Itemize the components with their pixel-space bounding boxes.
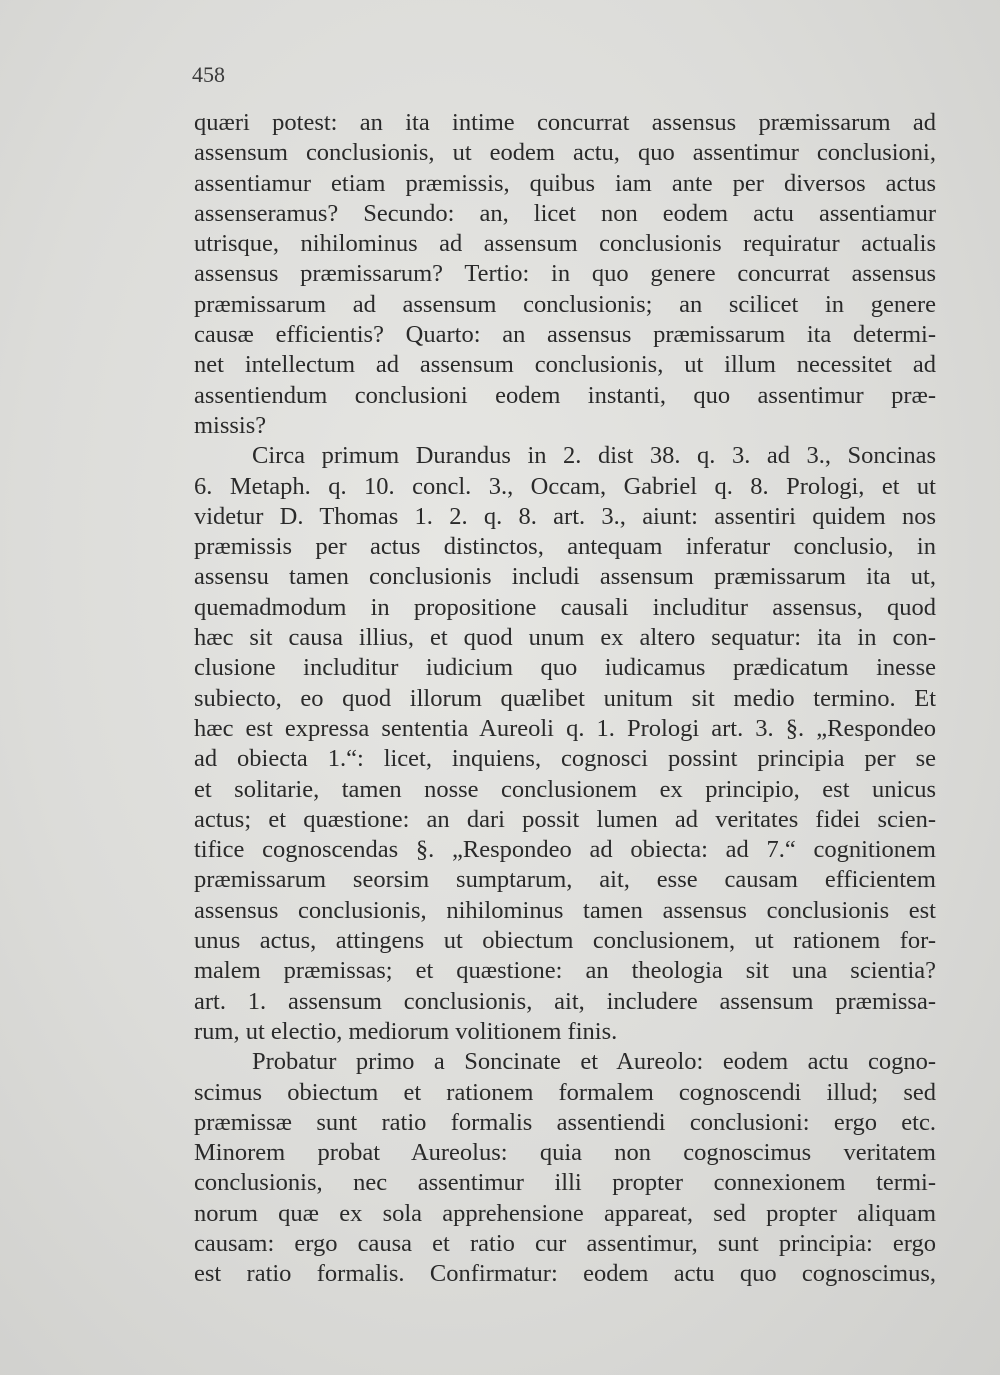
text-line: art. 1. assensum conclusionis, ait, includere assensum præmissa- (194, 987, 936, 1015)
text-line: rum, ut electio, mediorum volitionem finis. (194, 1017, 618, 1045)
text-line: unus actus, attingens ut obiectum conclusionem, ut rationem for- (194, 927, 936, 955)
text-line: ad obiecta 1.“: licet, inquiens, cognosci possint principia per se (194, 745, 936, 773)
text-line: quæri potest: an ita intime concurrat assensus præmissarum ad (194, 109, 936, 136)
text-line: videtur D. Thomas 1. 2. q. 8. art. 3., aiunt: assentiri quidem nos (194, 502, 936, 530)
text-line: assensum conclusionis, ut eodem actu, quo assentimur conclusioni, (194, 139, 936, 167)
text-line: 6. Metaph. q. 10. concl. 3., Occam, Gabriel q. 8. Prologi, et ut (194, 472, 936, 500)
text-line: assentiamur etiam præmissis, quibus iam ante per diversos actus (194, 169, 936, 197)
text-line: assenseramus? Secundo: an, licet non eodem actu assentiamur (194, 199, 936, 227)
text-line: assensu tamen conclusionis includi assensum præmissarum ita ut, (194, 563, 936, 591)
text-line: præmissarum ad assensum conclusionis; an scilicet in genere (194, 290, 936, 318)
body-text (194, 108, 936, 1290)
text-line: Minorem probat Aureolus: quia non cognoscimus veritatem (194, 1139, 936, 1167)
text-line: hæc est expressa sententia Aureoli q. 1. Prologi art. 3. §. „Respondeo (194, 714, 936, 742)
text-line: quemadmodum in propositione causali includitur assensus, quod (194, 593, 936, 621)
text-line: assensus præmissarum? Tertio: in quo genere concurrat assensus (194, 260, 936, 288)
text-line: hæc sit causa illius, et quod unum ex altero sequatur: ita in con- (194, 624, 936, 652)
text-line: conclusionis, nec assentimur illi propter connexionem termi- (194, 1169, 936, 1197)
paragraph-start-line: Circa primum Durandus in 2. dist 38. q. 3. ad 3., Soncinas (252, 442, 936, 470)
text-line: scimus obiectum et rationem formalem cognoscendi illud; sed (194, 1078, 936, 1106)
text-line: assensus conclusionis, nihilominus tamen assensus conclusionis est (194, 896, 936, 924)
text-line: net intellectum ad assensum conclusionis, ut illum necessitet ad (194, 351, 936, 379)
text-line: præmissis per actus distinctos, antequam inferatur conclusio, in (194, 533, 936, 561)
text-line: clusione includitur iudicium quo iudicamus prædicatum inesse (194, 654, 936, 682)
text-line: et solitarie, tamen nosse conclusionem ex principio, est unicus (194, 775, 936, 803)
text-line: actus; et quæstione: an dari possit lumen ad veritates fidei scien- (194, 805, 936, 833)
text-line: tifice cognoscendas §. „Respondeo ad obiecta: ad 7.“ cognitionem (194, 836, 936, 864)
text-line: missis? (194, 411, 267, 439)
text-line: præmissarum seorsim sumptarum, ait, esse causam efficientem (194, 866, 936, 894)
text-line: norum quæ ex sola apprehensione appareat, sed propter aliquam (194, 1199, 936, 1227)
text-line: assentiendum conclusioni eodem instanti, quo assentimur præ- (194, 381, 936, 409)
paragraph-start-line: Probatur primo a Soncinate et Aureolo: eodem actu cogno- (252, 1048, 936, 1076)
text-line: malem præmissas; et quæstione: an theologia sit una scientia? (194, 957, 936, 985)
text-line: causam: ergo causa et ratio cur assentimur, sunt principia: ergo (194, 1229, 936, 1257)
text-line: causæ efficientis? Quarto: an assensus præmissarum ita determi- (194, 321, 936, 349)
page-number: 458 (192, 62, 225, 87)
text-line: est ratio formalis. Confirmatur: eodem actu quo cognoscimus, (194, 1260, 936, 1288)
text-line: utrisque, nihilominus ad assensum conclusionis requiratur actualis (194, 230, 936, 258)
text-line: subiecto, eo quod illorum quælibet unitum sit medio termino. Et (194, 684, 936, 712)
text-line: præmissæ sunt ratio formalis assentiendi conclusioni: ergo etc. (194, 1108, 936, 1136)
